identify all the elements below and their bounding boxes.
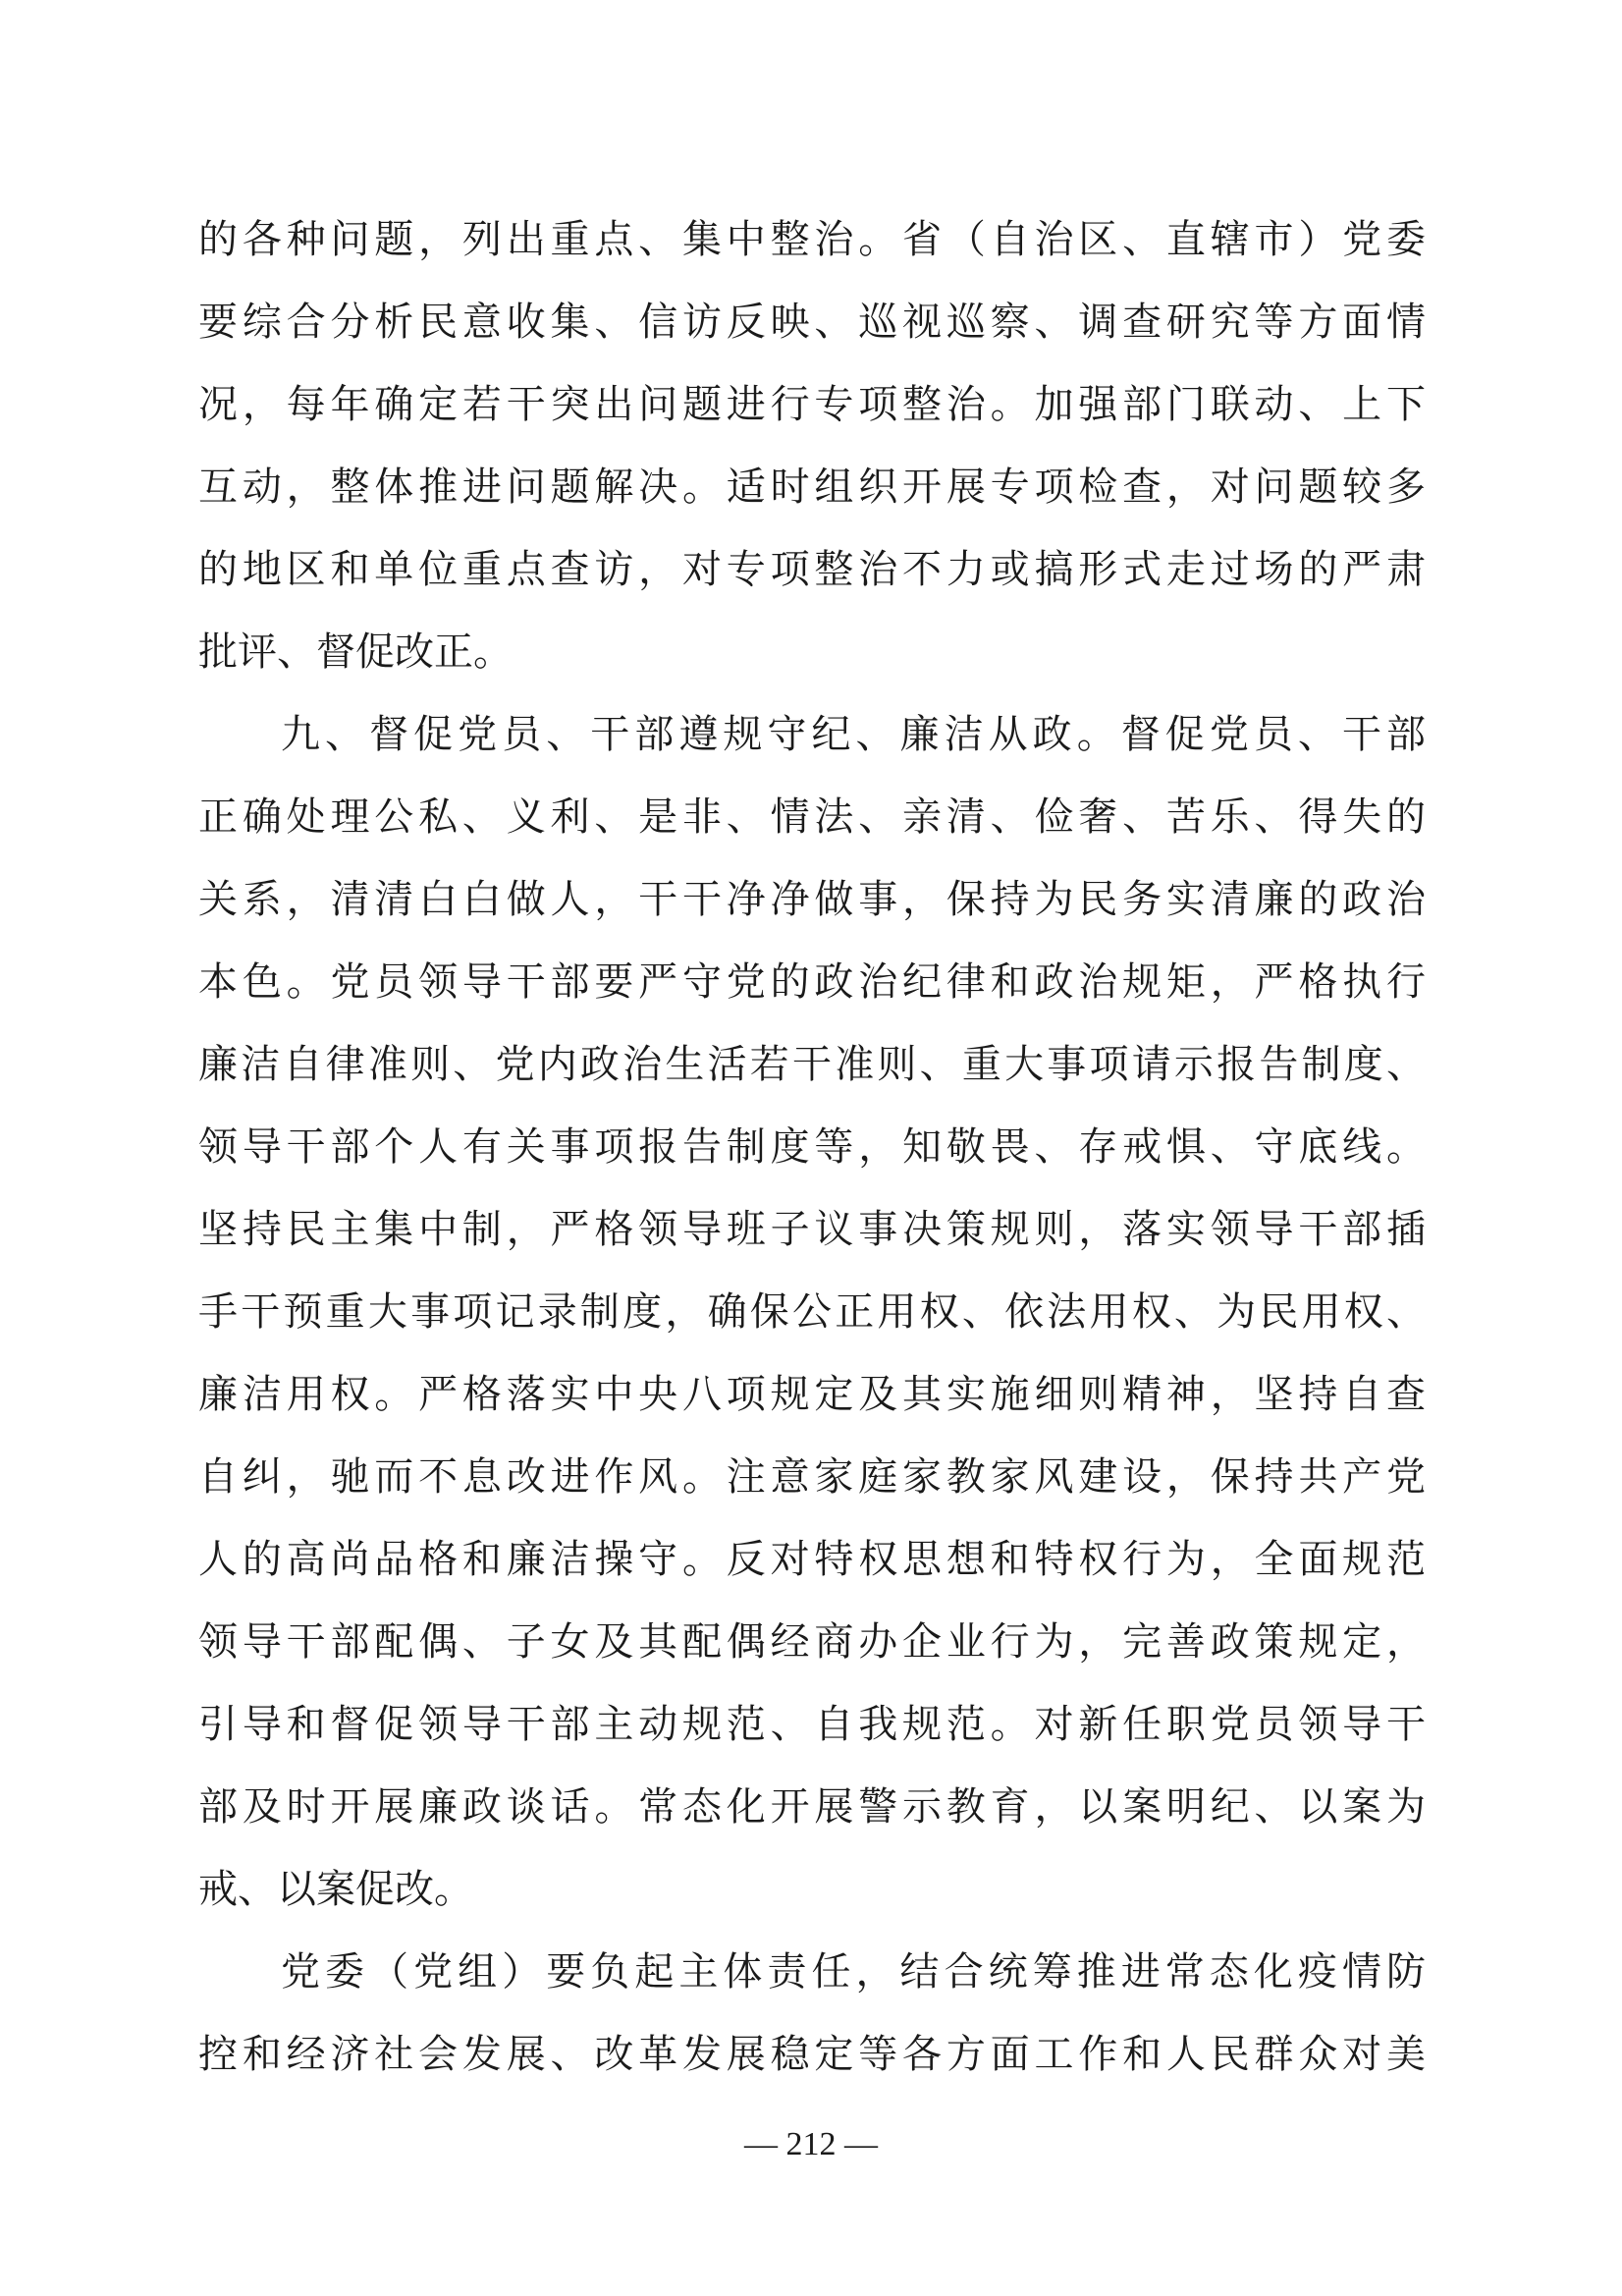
text-line: 廉洁用权。严格落实中央八项规定及其实施细则精神，坚持自查 bbox=[198, 1372, 1426, 1417]
text-line: 人的高尚品格和廉洁操守。反对特权思想和特权行为，全面规范 bbox=[198, 1537, 1426, 1582]
text-line: 领导干部配偶、子女及其配偶经商办企业行为，完善政策规定， bbox=[198, 1619, 1426, 1665]
paragraph bbox=[198, 693, 1426, 1931]
text-line: 要综合分析民意收集、信访反映、巡视巡察、调查研究等方面情 bbox=[198, 300, 1426, 345]
text-line: 的地区和单位重点查访，对专项整治不力或搞形式走过场的严肃 bbox=[198, 547, 1426, 592]
text-line: 正确处理公私、义利、是非、情法、亲清、俭奢、苦乐、得失的 bbox=[198, 794, 1426, 840]
text-line: 领导干部个人有关事项报告制度等，知敬畏、存戒惧、守底线。 bbox=[198, 1124, 1426, 1170]
text-line: 的各种问题，列出重点、集中整治。省（自治区、直辖市）党委 bbox=[198, 217, 1426, 262]
text-line: 党委（党组）要负起主体责任，结合统筹推进常态化疫情防 bbox=[281, 1949, 1426, 1995]
text-line: 手干预重大事项记录制度，确保公正用权、依法用权、为民用权、 bbox=[198, 1289, 1426, 1335]
page-number: — 212 — bbox=[744, 2126, 878, 2162]
body-text bbox=[198, 198, 1426, 2096]
text-line: 九、督促党员、干部遵规守纪、廉洁从政。督促党员、干部 bbox=[281, 712, 1426, 757]
text-line: 部及时开展廉政谈话。常态化开展警示教育，以案明纪、以案为 bbox=[198, 1784, 1426, 1830]
text-line: 关系，清清白白做人，干干净净做事，保持为民务实清廉的政治 bbox=[198, 877, 1426, 922]
text-line: 引导和督促领导干部主动规范、自我规范。对新任职党员领导干 bbox=[198, 1702, 1426, 1747]
text-line: 廉洁自律准则、党内政治生活若干准则、重大事项请示报告制度、 bbox=[198, 1042, 1426, 1087]
text-line: 坚持民主集中制，严格领导班子议事决策规则，落实领导干部插 bbox=[198, 1207, 1426, 1252]
text-line: 控和经济社会发展、改革发展稳定等各方面工作和人民群众对美 bbox=[198, 2032, 1426, 2077]
text-line: 自纠，驰而不息改进作风。注意家庭家教家风建设，保持共产党 bbox=[198, 1454, 1426, 1500]
paragraph bbox=[198, 198, 1426, 693]
text-line: 况，每年确定若干突出问题进行专项整治。加强部门联动、上下 bbox=[198, 382, 1426, 427]
text-line: 戒、以案促改。 bbox=[198, 1867, 473, 1912]
text-line: 本色。党员领导干部要严守党的政治纪律和政治规矩，严格执行 bbox=[198, 959, 1426, 1005]
text-line: 互动，整体推进问题解决。适时组织开展专项检查，对问题较多 bbox=[198, 465, 1426, 510]
text-line: 批评、督促改正。 bbox=[198, 629, 513, 675]
paragraph bbox=[198, 1931, 1426, 2096]
